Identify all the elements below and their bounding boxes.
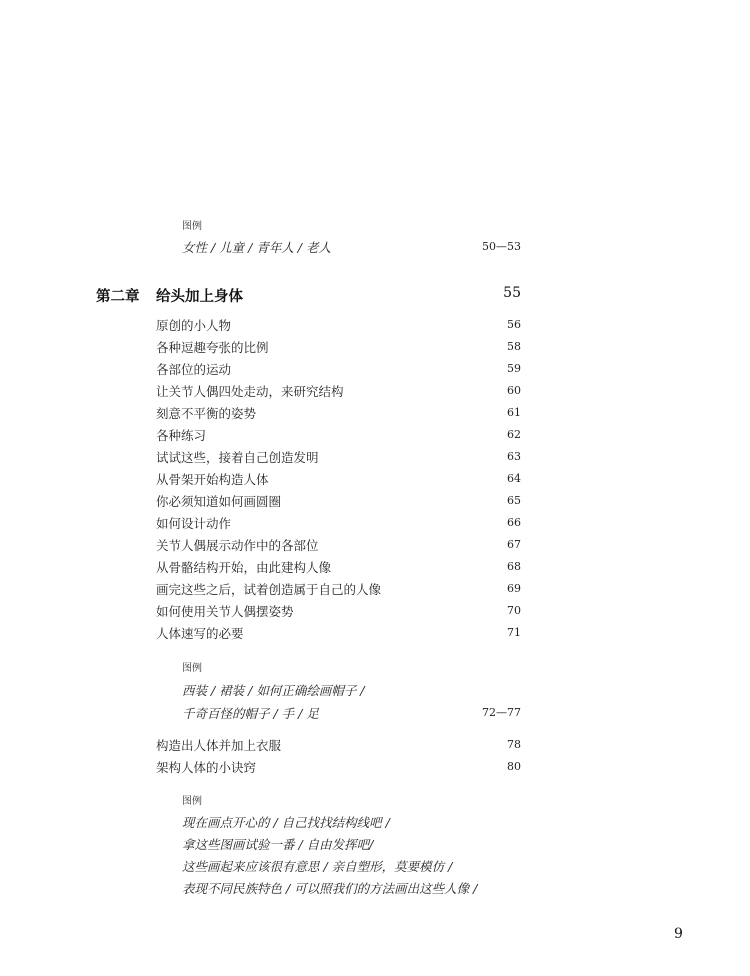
toc-entry-title[interactable]: 各种练习 xyxy=(156,428,207,443)
toc-entry-title[interactable]: 从骨骼结构开始，由此建构人像 xyxy=(156,560,332,575)
toc-entry-page: 61 xyxy=(507,406,521,419)
chapter-number: 第二章 xyxy=(96,288,140,305)
toc-entry-title[interactable]: 让关节人偶四处走动，来研究结构 xyxy=(156,384,344,399)
toc-entry-title[interactable]: 刻意不平衡的姿势 xyxy=(156,406,257,421)
illustration-line: 现在画点开心的 / 自己找找结构线吧 / xyxy=(182,815,390,830)
toc-entry-page: 78 xyxy=(507,738,521,751)
toc-entry-page: 66 xyxy=(507,516,521,529)
illustration-line: 西装 / 裙装 / 如何正确绘画帽子 / xyxy=(182,683,365,698)
toc-entry-title[interactable]: 各种逗趣夸张的比例 xyxy=(156,340,269,355)
toc-entry-page: 67 xyxy=(507,538,521,551)
chapter-title: 给头加上身体 xyxy=(156,288,243,305)
toc-entry-page: 68 xyxy=(507,560,521,573)
toc-entry-title[interactable]: 从骨架开始构造人体 xyxy=(156,472,269,487)
toc-entry-title[interactable]: 试试这些，接着自己创造发明 xyxy=(156,450,319,465)
toc-entry-page: 71 xyxy=(507,626,521,639)
toc-entry-page: 70 xyxy=(507,604,521,617)
toc-entry-title[interactable]: 如何使用关节人偶摆姿势 xyxy=(156,604,294,619)
page-number: 9 xyxy=(674,926,683,942)
toc-entry-title[interactable]: 关节人偶展示动作中的各部位 xyxy=(156,538,319,553)
toc-entry-title[interactable]: 画完这些之后，试着创造属于自己的人像 xyxy=(156,582,382,597)
toc-entry-title[interactable]: 构造出人体并加上衣服 xyxy=(156,738,282,753)
illustration-text: 女性 / 儿童 / 青年人 / 老人 xyxy=(182,240,331,255)
toc-entry-page: 65 xyxy=(507,494,521,507)
illustration-label: 图例 xyxy=(182,663,202,674)
toc-entry-page: 62 xyxy=(507,428,521,441)
toc-entry-title[interactable]: 架构人体的小诀窍 xyxy=(156,760,257,775)
toc-entry-page: 63 xyxy=(507,450,521,463)
illustration-label: 图例 xyxy=(182,221,202,232)
illustration-line: 拿这些图画试验一番 / 自由发挥吧/ xyxy=(182,837,374,852)
toc-entry-title[interactable]: 各部位的运动 xyxy=(156,362,232,377)
toc-entry-page: 56 xyxy=(507,318,521,331)
illustration-pages: 72—77 xyxy=(482,706,521,719)
toc-entry-page: 69 xyxy=(507,582,521,595)
illustration-line: 这些画起来应该很有意思 / 亲自塑形，莫要模仿 / xyxy=(182,859,453,874)
toc-entry-page: 59 xyxy=(507,362,521,375)
toc-entry-page: 64 xyxy=(507,472,521,485)
toc-entry-title[interactable]: 如何设计动作 xyxy=(156,516,232,531)
toc-entry-page: 60 xyxy=(507,384,521,397)
toc-entry-page: 80 xyxy=(507,760,521,773)
toc-entry-page: 58 xyxy=(507,340,521,353)
toc-entry-title[interactable]: 你必须知道如何画圆圈 xyxy=(156,494,282,509)
illustration-label: 图例 xyxy=(182,796,202,807)
toc-entry-title[interactable]: 人体速写的必要 xyxy=(156,626,244,641)
illustration-line: 千奇百怪的帽子 / 手 / 足 xyxy=(182,706,319,721)
illustration-line: 表现不同民族特色 / 可以照我们的方法画出这些人像 / xyxy=(182,881,478,896)
illustration-pages: 50—53 xyxy=(482,240,521,253)
toc-entry-title[interactable]: 原创的小人物 xyxy=(156,318,232,333)
chapter-page: 55 xyxy=(503,285,521,301)
